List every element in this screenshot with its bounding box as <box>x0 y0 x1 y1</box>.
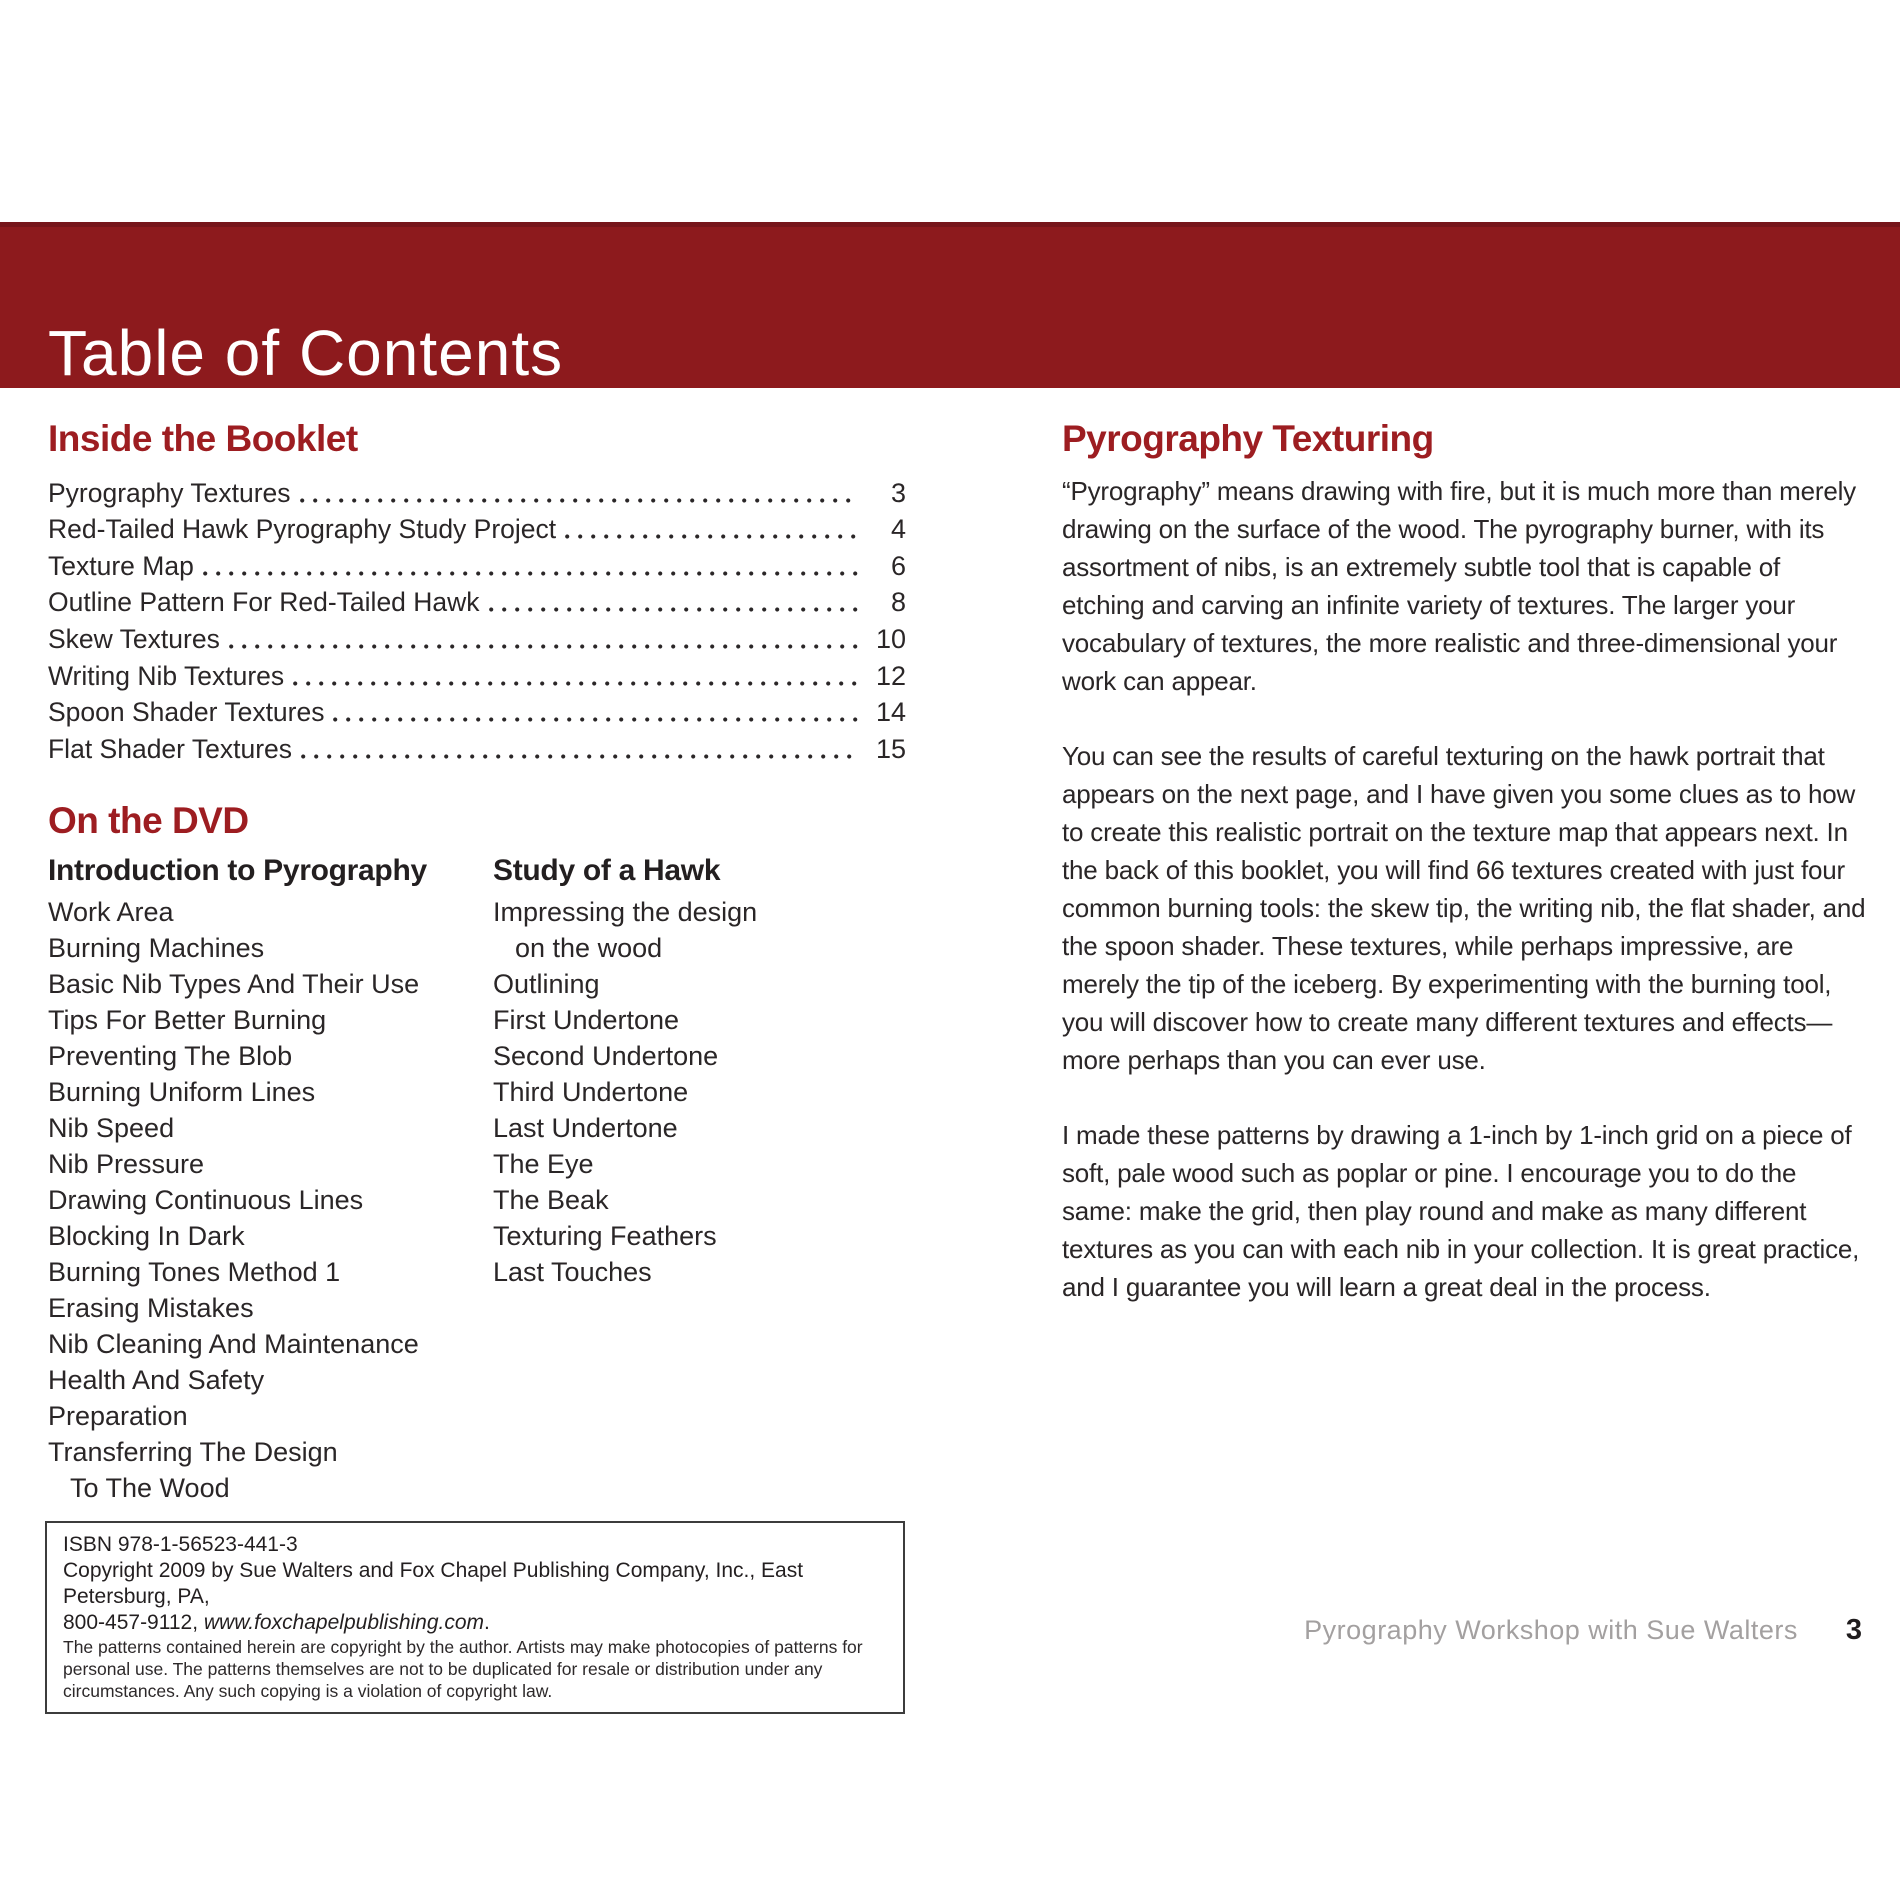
pyrography-texturing-section <box>1062 418 1867 1343</box>
inside-the-booklet-section <box>48 418 906 765</box>
toc-leader-dots <box>565 533 858 540</box>
dvd-column-introduction <box>48 854 493 1506</box>
toc-entry-page: 10 <box>875 623 906 654</box>
dvd-column-heading: Introduction to Pyrography <box>48 854 427 887</box>
toc-entry-label: Flat Shader Textures <box>48 733 293 764</box>
section-heading-inside-booklet: Inside the Booklet <box>48 418 358 459</box>
toc-entry <box>48 655 906 692</box>
toc-entry <box>48 509 906 546</box>
toc-entry <box>48 618 906 655</box>
on-the-dvd-section <box>48 800 906 1506</box>
dvd-column-study-of-a-hawk <box>493 854 906 1506</box>
toc-entry-page: 6 <box>890 550 906 581</box>
dvd-item: The Beak <box>493 1185 609 1215</box>
toc-entry <box>48 728 906 765</box>
copyright-box <box>45 1521 905 1714</box>
section-heading-pyrography-texturing: Pyrography Texturing <box>1062 418 1434 459</box>
toc-entry-page: 8 <box>890 587 906 618</box>
toc-entry <box>48 692 906 729</box>
dvd-item: Impressing the design <box>493 897 758 927</box>
dvd-item: Burning Uniform Lines <box>48 1077 316 1107</box>
contact-line-period: . <box>484 1611 490 1634</box>
texturing-paragraph-3: I made these patterns by drawing a 1-inch by 1-inch grid on a piece of soft, pale wood such as poplar or pine. I encourage you to do the same: make the grid, then play round and make as many different textures as you can with each nib in your collection. It is great practice, and I guarantee you will learn a great deal in the process. <box>1062 1120 1860 1302</box>
dvd-column-heading: Study of a Hawk <box>493 854 721 887</box>
toc-leader-dots <box>301 753 858 760</box>
toc-leader-dots <box>203 570 858 577</box>
toc-entry <box>48 545 906 582</box>
dvd-item: First Undertone <box>493 1005 680 1035</box>
copyright-line: Copyright 2009 by Sue Walters and Fox Chapel Publishing Company, Inc., East Petersburg, PA, <box>63 1559 804 1608</box>
dvd-item: Tips For Better Burning <box>48 1005 327 1035</box>
toc-leader-dots <box>333 716 858 723</box>
isbn-line: ISBN 978-1-56523-441-3 <box>63 1533 298 1556</box>
title-banner <box>0 222 1900 388</box>
dvd-item: Second Undertone <box>493 1041 719 1071</box>
dvd-item: Texturing Feathers <box>493 1221 717 1251</box>
toc-leader-dots <box>489 606 858 613</box>
toc-entry-page: 15 <box>875 733 906 764</box>
texturing-paragraph-2: You can see the results of careful texturing on the hawk portrait that appears on the next page, and I have given you some clues as to how to create this realistic portrait on the texture map that appears next. In the back of this booklet, you will find 66 textures created with just four common burning tools: the skew tip, the writing nib, the flat shader, and the spoon shader. These textures, while perhaps impressive, are merely the tip of the iceberg. By experimenting with the burning tool, you will discover how to create many different textures and effects—more perhaps than you can ever use. <box>1062 741 1866 1075</box>
toc-leader-dots <box>229 643 858 650</box>
toc-entry-label: Skew Textures <box>48 623 220 654</box>
dvd-item: Last Touches <box>493 1257 652 1287</box>
dvd-item: Third Undertone <box>493 1077 689 1107</box>
toc-entry <box>48 472 906 509</box>
dvd-item-continuation: on the wood <box>515 933 663 963</box>
dvd-item: Last Undertone <box>493 1113 678 1143</box>
dvd-item: Drawing Continuous Lines <box>48 1185 364 1215</box>
dvd-item: Erasing Mistakes <box>48 1293 254 1323</box>
toc-entry-page: 14 <box>875 697 906 728</box>
toc-leader-dots <box>300 497 858 504</box>
dvd-item: Work Area <box>48 897 174 927</box>
toc-entry-label: Writing Nib Textures <box>48 660 285 691</box>
dvd-item: Nib Speed <box>48 1113 175 1143</box>
dvd-item: Basic Nib Types And Their Use <box>48 969 420 999</box>
dvd-item: Preventing The Blob <box>48 1041 293 1071</box>
dvd-item: Preparation <box>48 1401 188 1431</box>
dvd-columns <box>48 854 906 1506</box>
dvd-item: Nib Cleaning And Maintenance <box>48 1329 419 1359</box>
dvd-item: Burning Machines <box>48 933 265 963</box>
footer-page-number: 3 <box>1845 1614 1862 1646</box>
dvd-item: Nib Pressure <box>48 1149 205 1179</box>
dvd-item: Outlining <box>493 969 600 999</box>
dvd-item: Transferring The Design <box>48 1437 338 1467</box>
section-heading-on-the-dvd: On the DVD <box>48 800 249 841</box>
dvd-item: Burning Tones Method 1 <box>48 1257 341 1287</box>
dvd-item: Blocking In Dark <box>48 1221 245 1251</box>
toc-entry-label: Texture Map <box>48 550 194 581</box>
dvd-item: Health And Safety <box>48 1365 265 1395</box>
toc-entry-label: Outline Pattern For Red-Tailed Hawk <box>48 587 480 618</box>
contact-line <box>63 1610 887 1636</box>
footer-booklet-title: Pyrography Workshop with Sue Walters <box>1304 1615 1798 1645</box>
publisher-website: www.foxchapelpublishing.com <box>203 1611 485 1634</box>
toc-entry-label: Pyrography Textures <box>48 477 291 508</box>
dvd-item-continuation: To The Wood <box>70 1473 230 1503</box>
texturing-paragraph-1: “Pyrography” means drawing with fire, but it is much more than merely drawing on the surface of the wood. The pyrography burner, with its assortment of nibs, is an extremely subtle tool that is capable of etching and carving an infinite variety of textures. The larger your vocabulary of textures, the more realistic and three-dimensional your work can appear. <box>1062 476 1856 696</box>
phone-number: 800-457-9112, <box>63 1611 204 1634</box>
patterns-copyright-notice: The patterns contained herein are copyright by the author. Artists may make photocopies of patterns for personal use. The patterns themselves are not to be duplicated for resale or distribution under any circumstances. Any such copying is a violation of copyright law. <box>63 1637 863 1701</box>
dvd-item: The Eye <box>493 1149 594 1179</box>
page-footer <box>1062 1614 1862 1647</box>
toc-leader-dots <box>293 680 858 687</box>
toc-entry-label: Red-Tailed Hawk Pyrography Study Project <box>48 514 557 545</box>
toc-entry-label: Spoon Shader Textures <box>48 697 325 728</box>
toc-entry <box>48 582 906 619</box>
page-title: Table of Contents <box>48 316 564 389</box>
toc-entry-page: 12 <box>875 660 906 691</box>
toc-entry-page: 3 <box>890 477 906 508</box>
toc-entry-page: 4 <box>890 514 906 545</box>
